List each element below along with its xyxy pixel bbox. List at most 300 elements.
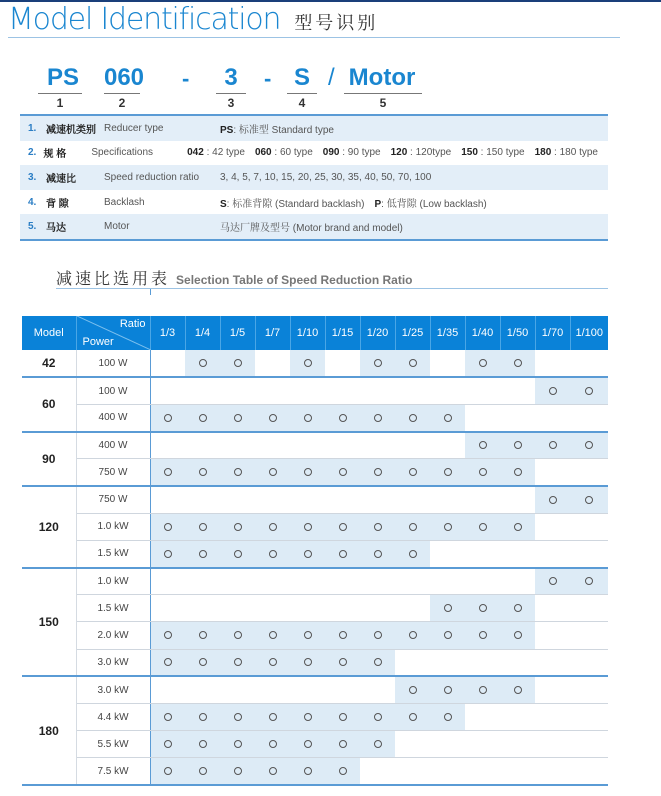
available-circle-icon (164, 550, 172, 558)
empty-cell (500, 404, 535, 431)
power-cell: 400 W (76, 432, 150, 459)
available-cell (290, 513, 325, 540)
available-cell (500, 459, 535, 486)
header-power: Power (82, 336, 114, 348)
header-model: Model (22, 316, 76, 350)
value-text: : 标准背隙 (Standard backlash) (226, 198, 365, 210)
available-circle-icon (479, 604, 487, 612)
row-value (219, 172, 608, 183)
empty-cell (185, 595, 220, 622)
row-value (219, 195, 608, 210)
row-label-english: Backlash (104, 196, 145, 208)
empty-cell (360, 377, 395, 404)
header-ratio-power (76, 316, 150, 350)
code-part-motor: Motor (348, 64, 416, 91)
code-slash: / (328, 64, 335, 91)
empty-cell (500, 377, 535, 404)
value-text: : 90 type (339, 147, 381, 159)
available-cell (570, 486, 608, 513)
row-number: 2. (28, 147, 37, 159)
available-circle-icon (304, 468, 312, 476)
available-circle-icon (409, 550, 417, 558)
description-row (20, 214, 608, 239)
available-circle-icon (164, 740, 172, 748)
value-segment (220, 121, 334, 136)
power-cell: 7.5 kW (76, 758, 150, 785)
available-circle-icon (479, 359, 487, 367)
available-cell (500, 513, 535, 540)
empty-cell (395, 568, 430, 595)
available-cell (290, 622, 325, 649)
available-circle-icon (339, 468, 347, 476)
available-circle-icon (374, 713, 382, 721)
table-row (22, 731, 608, 758)
available-cell (185, 731, 220, 758)
available-cell (255, 459, 290, 486)
empty-cell (150, 676, 185, 703)
available-cell (360, 540, 395, 567)
available-circle-icon (269, 740, 277, 748)
available-cell (465, 459, 500, 486)
available-cell (360, 459, 395, 486)
power-cell: 1.5 kW (76, 595, 150, 622)
available-circle-icon (269, 658, 277, 666)
row-value (219, 219, 608, 234)
row-value (186, 147, 608, 158)
title-chinese: 型号识别 (294, 13, 379, 33)
value-text: : 低背隙 (Low backlash) (381, 198, 487, 210)
empty-cell (290, 568, 325, 595)
available-cell (535, 486, 570, 513)
power-cell: 2.0 kW (76, 622, 150, 649)
available-cell (255, 404, 290, 431)
available-cell (150, 703, 185, 730)
empty-cell (255, 595, 290, 622)
power-cell: 3.0 kW (76, 649, 150, 676)
available-cell (185, 350, 220, 377)
code-index: 5 (379, 96, 387, 110)
available-circle-icon (304, 658, 312, 666)
available-cell (255, 758, 290, 785)
code-part-reducer-type: PS (46, 64, 79, 91)
available-circle-icon (514, 441, 522, 449)
model-cell: 90 (22, 432, 76, 486)
empty-cell (430, 568, 465, 595)
available-cell (290, 350, 325, 377)
available-circle-icon (234, 631, 242, 639)
empty-cell (465, 486, 500, 513)
header-ratio-1-100: 1/100 (570, 316, 608, 350)
header-ratio-1-25: 1/25 (395, 316, 430, 350)
available-circle-icon (269, 713, 277, 721)
available-cell (150, 758, 185, 785)
empty-cell (430, 486, 465, 513)
table-row (22, 350, 608, 377)
empty-cell (150, 486, 185, 513)
power-cell: 5.5 kW (76, 731, 150, 758)
available-cell (185, 404, 220, 431)
available-cell (395, 404, 430, 431)
available-circle-icon (164, 713, 172, 721)
available-cell (360, 703, 395, 730)
power-cell: 100 W (76, 377, 150, 404)
selection-title-english: Selection Table of Speed Reduction Ratio (176, 273, 413, 287)
available-circle-icon (304, 713, 312, 721)
value-code: 090 (322, 147, 340, 159)
empty-cell (360, 595, 395, 622)
empty-cell (325, 377, 360, 404)
available-cell (290, 731, 325, 758)
empty-cell (570, 540, 608, 567)
table-row (22, 676, 608, 703)
available-circle-icon (514, 523, 522, 531)
empty-cell (500, 758, 535, 785)
empty-cell (535, 758, 570, 785)
empty-cell (535, 703, 570, 730)
available-circle-icon (269, 767, 277, 775)
empty-cell (500, 731, 535, 758)
available-circle-icon (514, 631, 522, 639)
available-cell (290, 540, 325, 567)
available-cell (395, 459, 430, 486)
available-cell (570, 432, 608, 459)
available-circle-icon (549, 577, 557, 585)
value-code: PS (220, 124, 234, 136)
available-cell (395, 540, 430, 567)
available-circle-icon (479, 468, 487, 476)
empty-cell (535, 350, 570, 377)
value-code: 150 (461, 147, 478, 159)
available-cell (535, 432, 570, 459)
available-cell (220, 649, 255, 676)
available-cell (430, 676, 465, 703)
available-cell (290, 459, 325, 486)
power-cell: 1.5 kW (76, 540, 150, 567)
value-segment (323, 147, 381, 158)
available-circle-icon (409, 713, 417, 721)
value-code: 120 (390, 147, 408, 159)
empty-cell (570, 622, 608, 649)
value-code: 042 (187, 147, 204, 159)
value-code: 180 (534, 147, 552, 159)
available-cell (325, 731, 360, 758)
available-circle-icon (269, 468, 277, 476)
available-circle-icon (514, 604, 522, 612)
empty-cell (290, 377, 325, 404)
empty-cell (430, 540, 465, 567)
value-segment (375, 195, 487, 210)
available-circle-icon (304, 740, 312, 748)
available-circle-icon (164, 468, 172, 476)
description-row (20, 190, 608, 215)
value-segment (461, 147, 524, 158)
empty-cell (570, 649, 608, 676)
available-circle-icon (444, 414, 452, 422)
available-circle-icon (164, 767, 172, 775)
available-circle-icon (304, 767, 312, 775)
power-cell: 4.4 kW (76, 703, 150, 730)
empty-cell (395, 432, 430, 459)
available-circle-icon (199, 414, 207, 422)
code-index: 3 (227, 96, 235, 110)
empty-cell (255, 350, 290, 377)
available-cell (430, 622, 465, 649)
available-cell (255, 703, 290, 730)
available-cell (185, 649, 220, 676)
available-cell (465, 622, 500, 649)
header-ratio-1-3: 1/3 (150, 316, 185, 350)
model-cell: 120 (22, 486, 76, 568)
available-circle-icon (479, 523, 487, 531)
available-circle-icon (444, 604, 452, 612)
header-ratio-1-10: 1/10 (290, 316, 325, 350)
available-circle-icon (409, 631, 417, 639)
available-cell (360, 622, 395, 649)
value-segment (220, 172, 431, 183)
empty-cell (500, 540, 535, 567)
available-circle-icon (234, 658, 242, 666)
empty-cell (325, 486, 360, 513)
code-dash-1: - (182, 66, 190, 91)
available-circle-icon (444, 713, 452, 721)
available-circle-icon (585, 496, 593, 504)
available-cell (430, 404, 465, 431)
empty-cell (185, 676, 220, 703)
available-cell (535, 568, 570, 595)
available-cell (185, 758, 220, 785)
empty-cell (150, 568, 185, 595)
available-cell (430, 459, 465, 486)
row-number: 5. (28, 221, 37, 233)
table-header-row (22, 316, 608, 350)
available-cell (395, 513, 430, 540)
power-cell: 1.0 kW (76, 513, 150, 540)
available-circle-icon (199, 550, 207, 558)
row-number: 1. (28, 122, 37, 134)
available-circle-icon (585, 577, 593, 585)
available-cell (395, 622, 430, 649)
table-row (22, 568, 608, 595)
empty-cell (535, 540, 570, 567)
empty-cell (465, 731, 500, 758)
available-circle-icon (585, 387, 593, 395)
available-cell (325, 703, 360, 730)
available-circle-icon (514, 359, 522, 367)
available-cell (290, 758, 325, 785)
empty-cell (535, 513, 570, 540)
available-circle-icon (409, 686, 417, 694)
empty-cell (290, 676, 325, 703)
table-row (22, 703, 608, 730)
empty-cell (500, 703, 535, 730)
power-cell: 750 W (76, 459, 150, 486)
available-circle-icon (234, 713, 242, 721)
available-cell (325, 622, 360, 649)
available-cell (360, 513, 395, 540)
empty-cell (570, 350, 608, 377)
available-cell (325, 540, 360, 567)
row-label-chinese: 马达 (46, 223, 66, 235)
header-ratio-1-50: 1/50 (500, 316, 535, 350)
table-row (22, 404, 608, 431)
empty-cell (255, 676, 290, 703)
available-cell (395, 676, 430, 703)
table-row (22, 540, 608, 567)
value-text: : 42 type (203, 147, 245, 159)
empty-cell (535, 595, 570, 622)
available-cell (185, 703, 220, 730)
empty-cell (185, 568, 220, 595)
available-circle-icon (199, 359, 207, 367)
available-cell (150, 513, 185, 540)
selection-title (56, 266, 413, 289)
available-cell (290, 703, 325, 730)
available-circle-icon (514, 686, 522, 694)
model-cell: 150 (22, 568, 76, 677)
available-cell (500, 676, 535, 703)
available-circle-icon (374, 468, 382, 476)
available-cell (150, 649, 185, 676)
empty-cell (290, 595, 325, 622)
selection-title-chinese: 减速比选用表 (56, 271, 171, 288)
available-circle-icon (339, 767, 347, 775)
value-segment (220, 195, 365, 210)
available-cell (430, 595, 465, 622)
available-cell (220, 622, 255, 649)
available-cell (500, 622, 535, 649)
available-circle-icon (444, 523, 452, 531)
value-segment (535, 147, 598, 158)
code-underline (344, 93, 422, 94)
value-code: P (374, 198, 382, 210)
available-circle-icon (269, 523, 277, 531)
available-cell (325, 513, 360, 540)
empty-cell (220, 595, 255, 622)
empty-cell (465, 540, 500, 567)
available-circle-icon (164, 414, 172, 422)
power-cell: 750 W (76, 486, 150, 513)
available-circle-icon (199, 468, 207, 476)
available-circle-icon (479, 686, 487, 694)
empty-cell (570, 731, 608, 758)
available-cell (185, 459, 220, 486)
table-row (22, 432, 608, 459)
available-circle-icon (374, 359, 382, 367)
available-circle-icon (234, 359, 242, 367)
available-circle-icon (164, 523, 172, 531)
empty-cell (360, 568, 395, 595)
header-ratio-1-5: 1/5 (220, 316, 255, 350)
row-value (219, 121, 608, 136)
row-label-chinese: 减速比 (46, 173, 76, 185)
empty-cell (185, 377, 220, 404)
available-cell (220, 731, 255, 758)
code-index: 4 (298, 96, 306, 110)
row-label-chinese: 减速机类别 (46, 124, 96, 136)
empty-cell (465, 568, 500, 595)
code-underline (104, 93, 140, 94)
value-segment (187, 147, 245, 158)
available-circle-icon (374, 658, 382, 666)
available-circle-icon (549, 441, 557, 449)
header-ratio-1-35: 1/35 (430, 316, 465, 350)
code-index: 2 (118, 96, 126, 110)
available-circle-icon (234, 767, 242, 775)
available-circle-icon (164, 631, 172, 639)
empty-cell (570, 703, 608, 730)
value-text: : 150 type (477, 147, 525, 159)
table-row (22, 622, 608, 649)
empty-cell (325, 350, 360, 377)
empty-cell (220, 486, 255, 513)
available-circle-icon (549, 496, 557, 504)
available-circle-icon (339, 523, 347, 531)
table-row (22, 649, 608, 676)
selection-title-divider (56, 288, 608, 289)
available-cell (465, 513, 500, 540)
header-ratio: Ratio (119, 318, 146, 330)
available-cell (535, 377, 570, 404)
empty-cell (360, 676, 395, 703)
available-cell (255, 513, 290, 540)
header-ratio-1-70: 1/70 (535, 316, 570, 350)
power-cell: 400 W (76, 404, 150, 431)
empty-cell (185, 486, 220, 513)
available-circle-icon (374, 550, 382, 558)
available-circle-icon (339, 550, 347, 558)
empty-cell (430, 758, 465, 785)
empty-cell (325, 595, 360, 622)
available-cell (185, 513, 220, 540)
empty-cell (465, 758, 500, 785)
description-row (20, 141, 608, 166)
value-text: 3, 4, 5, 7, 10, 15, 20, 25, 30, 35, 40, 50, 70, 100 (220, 171, 432, 183)
available-circle-icon (339, 658, 347, 666)
available-circle-icon (444, 686, 452, 694)
description-row (20, 165, 608, 190)
code-description-table (20, 114, 608, 241)
available-circle-icon (269, 631, 277, 639)
available-cell (465, 350, 500, 377)
selection-title-tick (150, 289, 151, 295)
empty-cell (220, 377, 255, 404)
available-cell (325, 649, 360, 676)
empty-cell (220, 432, 255, 459)
empty-cell (325, 432, 360, 459)
empty-cell (360, 486, 395, 513)
code-part-spec: 060 (103, 64, 145, 91)
available-cell (220, 540, 255, 567)
header-ratio-1-15: 1/15 (325, 316, 360, 350)
row-number: 3. (28, 171, 37, 183)
empty-cell (500, 486, 535, 513)
available-circle-icon (479, 441, 487, 449)
code-index: 1 (56, 96, 64, 110)
row-label-chinese: 规 格 (43, 149, 67, 161)
empty-cell (360, 432, 395, 459)
empty-cell (255, 486, 290, 513)
available-circle-icon (234, 550, 242, 558)
empty-cell (395, 486, 430, 513)
model-cell: 180 (22, 676, 76, 785)
available-circle-icon (199, 523, 207, 531)
available-cell (325, 459, 360, 486)
table-row (22, 513, 608, 540)
empty-cell (535, 731, 570, 758)
empty-cell (570, 595, 608, 622)
available-cell (360, 731, 395, 758)
available-circle-icon (374, 631, 382, 639)
